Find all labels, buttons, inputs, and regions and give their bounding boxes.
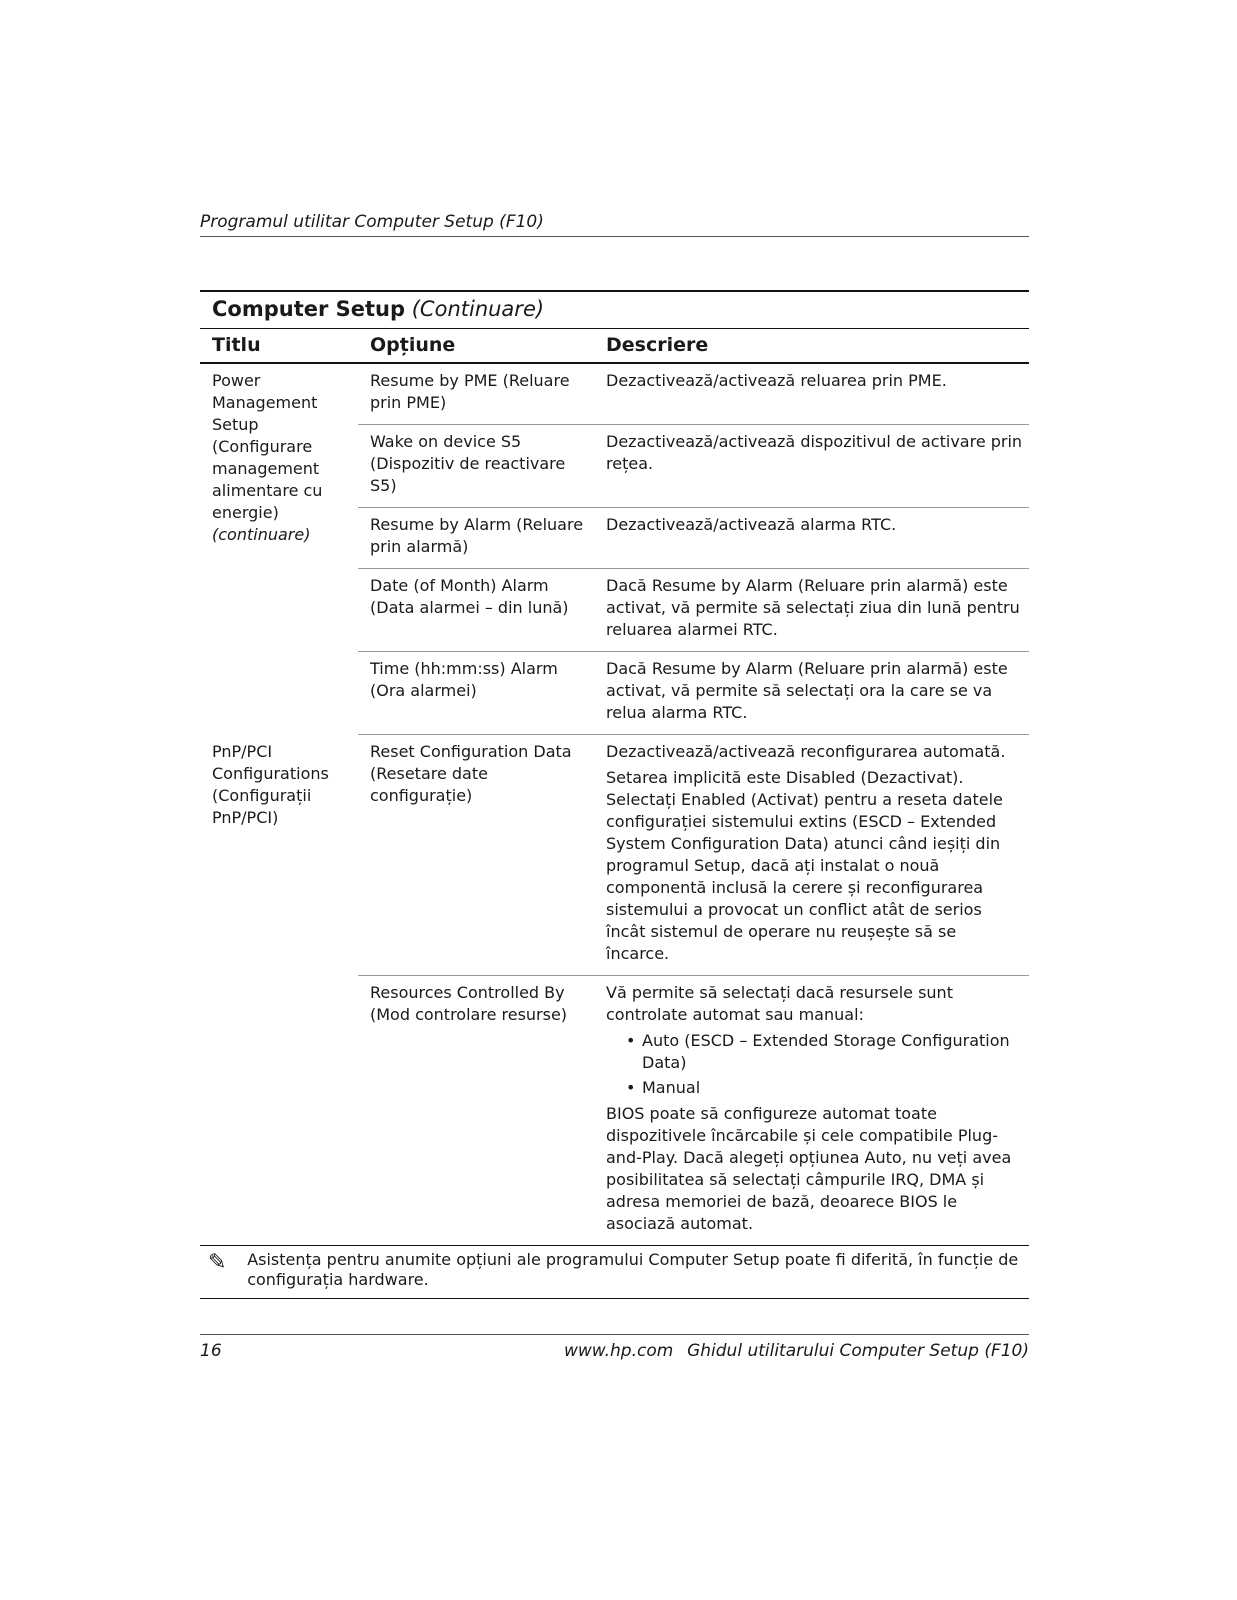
footer-url: www.hp.com — [564, 1341, 674, 1361]
table-title — [200, 290, 1029, 329]
group-title-text: PnP/PCI Configurations (Configurații PnP/PCI) — [212, 741, 329, 827]
table-row — [200, 735, 1029, 976]
page-number: 16 — [200, 1341, 222, 1361]
computer-setup-table — [200, 290, 1029, 1299]
option-cell: Reset Configuration Data (Resetare date configurație) — [358, 735, 594, 976]
description-cell: Dezactivează/activează reluarea prin PME. — [594, 363, 1029, 425]
option-cell: Resume by PME (Reluare prin PME) — [358, 363, 594, 425]
pencil-note-icon: ✎ — [208, 1250, 227, 1275]
description-cell: Dacă Resume by Alarm (Reluare prin alarmă) este activat, vă permite să selectați ora la care se va relua alarma RTC. — [594, 652, 1029, 735]
table-title-suffix: (Continuare) — [411, 297, 545, 321]
bullet-item: • Auto (ESCD – Extended Storage Configuration Data) — [642, 1030, 1023, 1074]
description-paragraph: Setarea implicită este Disabled (Dezactivat). Selectați Enabled (Activat) pentru a reseta datele configurației sistemului extins (ESCD – Extended System Configuration Data) atunci când ieșiți din programul Setup, dacă ați instalat o nouă componentă inclusă la cerere și reconfigurarea sistemului a provocat un conflict atât de serios încât sistemul de operare nu reușește să se încarce. — [606, 768, 1003, 963]
table-header-row — [200, 329, 1029, 363]
description-paragraph: Dezactivează/activează reconfigurarea automată. — [606, 742, 1006, 761]
header-descriere: Descriere — [594, 329, 1029, 363]
description-cell — [594, 735, 1029, 976]
option-cell: Resume by Alarm (Reluare prin alarmă) — [358, 508, 594, 569]
option-cell: Resources Controlled By (Mod controlare resurse) — [370, 983, 568, 1024]
option-cell: Wake on device S5 (Dispozitiv de reactivare S5) — [358, 425, 594, 508]
hardware-note — [200, 1245, 1029, 1299]
header-optiune: Opțiune — [358, 329, 594, 363]
description-cell: Dezactivează/activează dispozitivul de activare prin rețea. — [594, 425, 1029, 508]
description-paragraph: BIOS poate să configureze automat toate dispozitivele încărcabile și cele compatibile Plug-and-Play. Dacă alegeți opțiunea Auto, nu veți avea posibilitatea să selectați câmpurile IRQ, DMA și adresa memoriei de bază, deoarece BIOS le asociază automat. — [606, 1104, 1012, 1233]
group-title-note: (continuare) — [212, 525, 311, 544]
page-footer — [200, 1334, 1029, 1361]
header-titlu: Titlu — [200, 329, 358, 363]
bullet-item: • Manual — [642, 1077, 1023, 1099]
note-text: Asistența pentru anumite opțiuni ale programului Computer Setup poate fi diferită, în funcție de configurația hardware. — [247, 1250, 1019, 1289]
group-title-text: Power Management Setup (Configurare management alimentare cu energie) — [212, 371, 323, 522]
description-cell: Dacă Resume by Alarm (Reluare prin alarmă) este activat, vă permite să selectați ziua din lună pentru reluarea alarmei RTC. — [594, 569, 1029, 652]
option-cell: Date (of Month) Alarm (Data alarmei – din lună) — [358, 569, 594, 652]
running-header: Programul utilitar Computer Setup (F10) — [200, 210, 1029, 237]
table-title-main: Computer Setup — [212, 297, 406, 321]
description-paragraph: Vă permite să selectați dacă resursele sunt controlate automat sau manual: — [606, 983, 953, 1024]
group-title-power — [200, 363, 358, 735]
settings-table — [200, 329, 1029, 1245]
description-cell: Dezactivează/activează alarma RTC. — [594, 508, 1029, 569]
description-cell — [594, 976, 1029, 1246]
group-title-pnp — [200, 735, 358, 1246]
option-cell: Time (hh:mm:ss) Alarm (Ora alarmei) — [358, 652, 594, 735]
table-row — [200, 363, 1029, 425]
footer-guide-title: Ghidul utilitarului Computer Setup (F10) — [687, 1341, 1029, 1361]
bullet-list — [606, 1030, 1023, 1099]
